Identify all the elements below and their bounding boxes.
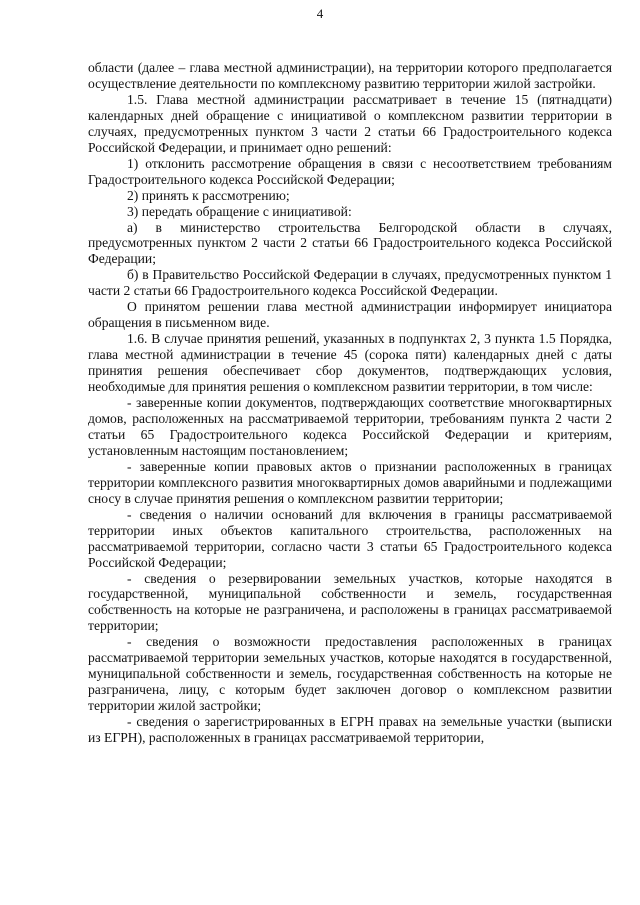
list-item-grounds-inclusion: - сведения о наличии оснований для включения в границы рассматриваемой территории иных объектов капитального строительства, расположенных на рассматриваемой территории, согласно части 3 статьи 65 Градостроительного кодекса Российской Федерации; xyxy=(88,506,612,570)
list-item-egrn-rights: - сведения о зарегистрированных в ЕГРН правах на земельные участки (выписки из ЕГРН), расположенных в границах рассматриваемой территории, xyxy=(88,714,612,746)
paragraph-option-3b: б) в Правительство Российской Федерации в случаях, предусмотренных пунктом 1 части 2 статьи 66 Градостроительного кодекса Российской Федерации. xyxy=(88,267,612,299)
paragraph-option-3: 3) передать обращение с инициативой: xyxy=(127,203,352,219)
paragraph-clause-1-6: 1.6. В случае принятия решений, указанных в подпунктах 2, 3 пункта 1.5 Порядка, глава местной администрации в течение 45 (сорока пяти) календарных дней с даты принятия решения обеспечивает сбор документов, подтверждающих условия, необходимые для принятия решения о комплексном развитии территории, в том числе: xyxy=(88,331,612,395)
paragraph-option-1: 1) отклонить рассмотрение обращения в связи с несоответствием требованиям Градостроительного кодекса Российской Федерации; xyxy=(88,155,612,187)
paragraph-continuation: области (далее – глава местной администрации), на территории которого предполагается осуществление деятельности по комплексному развитию территории жилой застройки. xyxy=(88,60,612,91)
list-item-land-reservation: - сведения о резервировании земельных участков, которые находятся в государственной, муниципальной собственности и земель, государственная собственность на которые не разграничена, и расположены в границах рассматриваемой территории; xyxy=(88,570,612,634)
list-item-land-provision: - сведения о возможности предоставления расположенных в границах рассматриваемой территории земельных участков, которые находятся в государственной, муниципальной собственности и земель, государственная собственность на которые не разграничена, лицу, с которым будет заключен договор о комплексном развитии территории жилой застройки; xyxy=(88,634,612,714)
paragraph-option-2: 2) принять к рассмотрению; xyxy=(127,187,290,203)
paragraph-notification: О принятом решении глава местной администрации информирует инициатора обращения в письменном виде. xyxy=(88,299,612,331)
paragraph-clause-1-5: 1.5. Глава местной администрации рассматривает в течение 15 (пятнадцати) календарных дней обращение с инициативой о комплексном развитии территории в случаях, предусмотренных пунктом 3 части 2 статьи 66 Градостроительного кодекса Российской Федерации, и принимает одно решений: xyxy=(88,91,612,155)
list-item-legal-acts: - заверенные копии правовых актов о признании расположенных в границах территории комплексного развития многоквартирных домов аварийными и подлежащими сносу в случае принятия решения о комплексном развитии территории; xyxy=(88,458,612,506)
paragraph-option-3a: а) в министерство строительства Белгородской области в случаях, предусмотренных пунктом 2 части 2 статьи 66 Градостроительного кодекса Российской Федерации; xyxy=(88,219,612,267)
document-body xyxy=(88,60,612,746)
page-number: 4 xyxy=(316,6,324,21)
list-item-certified-copies: - заверенные копии документов, подтверждающих соответствие многоквартирных домов, расположенных на рассматриваемой территории, требованиям пункта 2 части 2 статьи 65 Градостроительного кодекса Российской Федерации и критериям, установленным настоящим постановлением; xyxy=(88,395,612,458)
